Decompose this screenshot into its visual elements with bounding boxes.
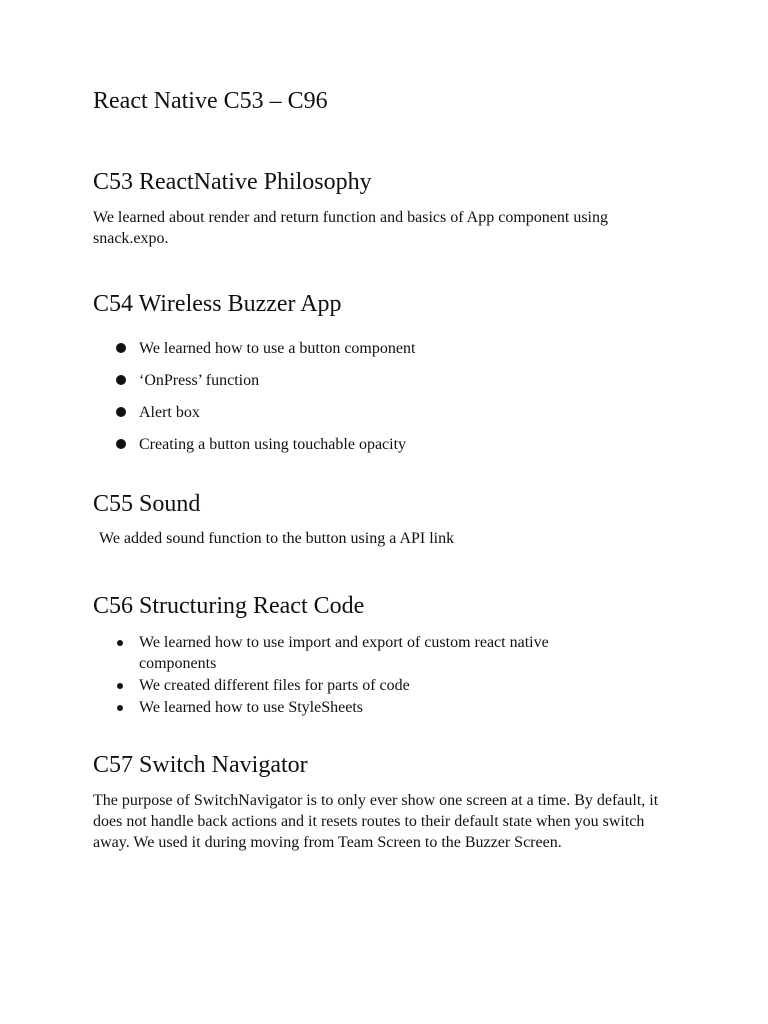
bullet-icon (116, 343, 126, 353)
section-heading-c57: C57 Switch Navigator (93, 752, 308, 778)
list-item-text: We created different files for parts of code (139, 677, 410, 694)
list-item-text: We learned how to use a button component (139, 340, 416, 357)
section-heading-c54: C54 Wireless Buzzer App (93, 291, 342, 317)
section-list-c54 (93, 338, 668, 466)
list-item (93, 434, 668, 455)
bullet-icon (116, 439, 126, 449)
list-item (93, 370, 668, 391)
list-item-text: We learned how to use StyleSheets (139, 699, 363, 716)
list-item-text: We learned how to use import and export of custom react native components (139, 634, 549, 672)
bullet-icon (116, 407, 126, 417)
list-item (93, 697, 668, 718)
section-heading-c56: C56 Structuring React Code (93, 593, 365, 619)
list-item (93, 632, 668, 674)
list-item (93, 338, 668, 359)
section-paragraph-c57: The purpose of SwitchNavigator is to only ever show one screen at a time. By default, it does not handle back actions and it resets routes to their default state when you switch away. We used it during moving from Team Screen to the Buzzer Screen. (93, 792, 659, 851)
bullet-icon (117, 705, 123, 711)
bullet-icon (117, 640, 123, 646)
list-item-text: Creating a button using touchable opacity (139, 436, 407, 453)
document-title: React Native C53 – C96 (93, 88, 328, 114)
section-paragraph-c55: We added sound function to the button using a API link (99, 530, 455, 547)
section-list-c56 (93, 632, 668, 719)
bullet-icon (117, 683, 123, 689)
section-heading-c55: C55 Sound (93, 491, 201, 517)
section-paragraph-c53: We learned about render and return function and basics of App component using snack.expo. (93, 209, 608, 247)
list-item-text: ‘OnPress’ function (139, 372, 260, 389)
list-item-text: Alert box (139, 404, 200, 421)
list-item (93, 402, 668, 423)
bullet-icon (116, 375, 126, 385)
list-item (93, 675, 668, 696)
section-heading-c53: C53 ReactNative Philosophy (93, 169, 372, 195)
